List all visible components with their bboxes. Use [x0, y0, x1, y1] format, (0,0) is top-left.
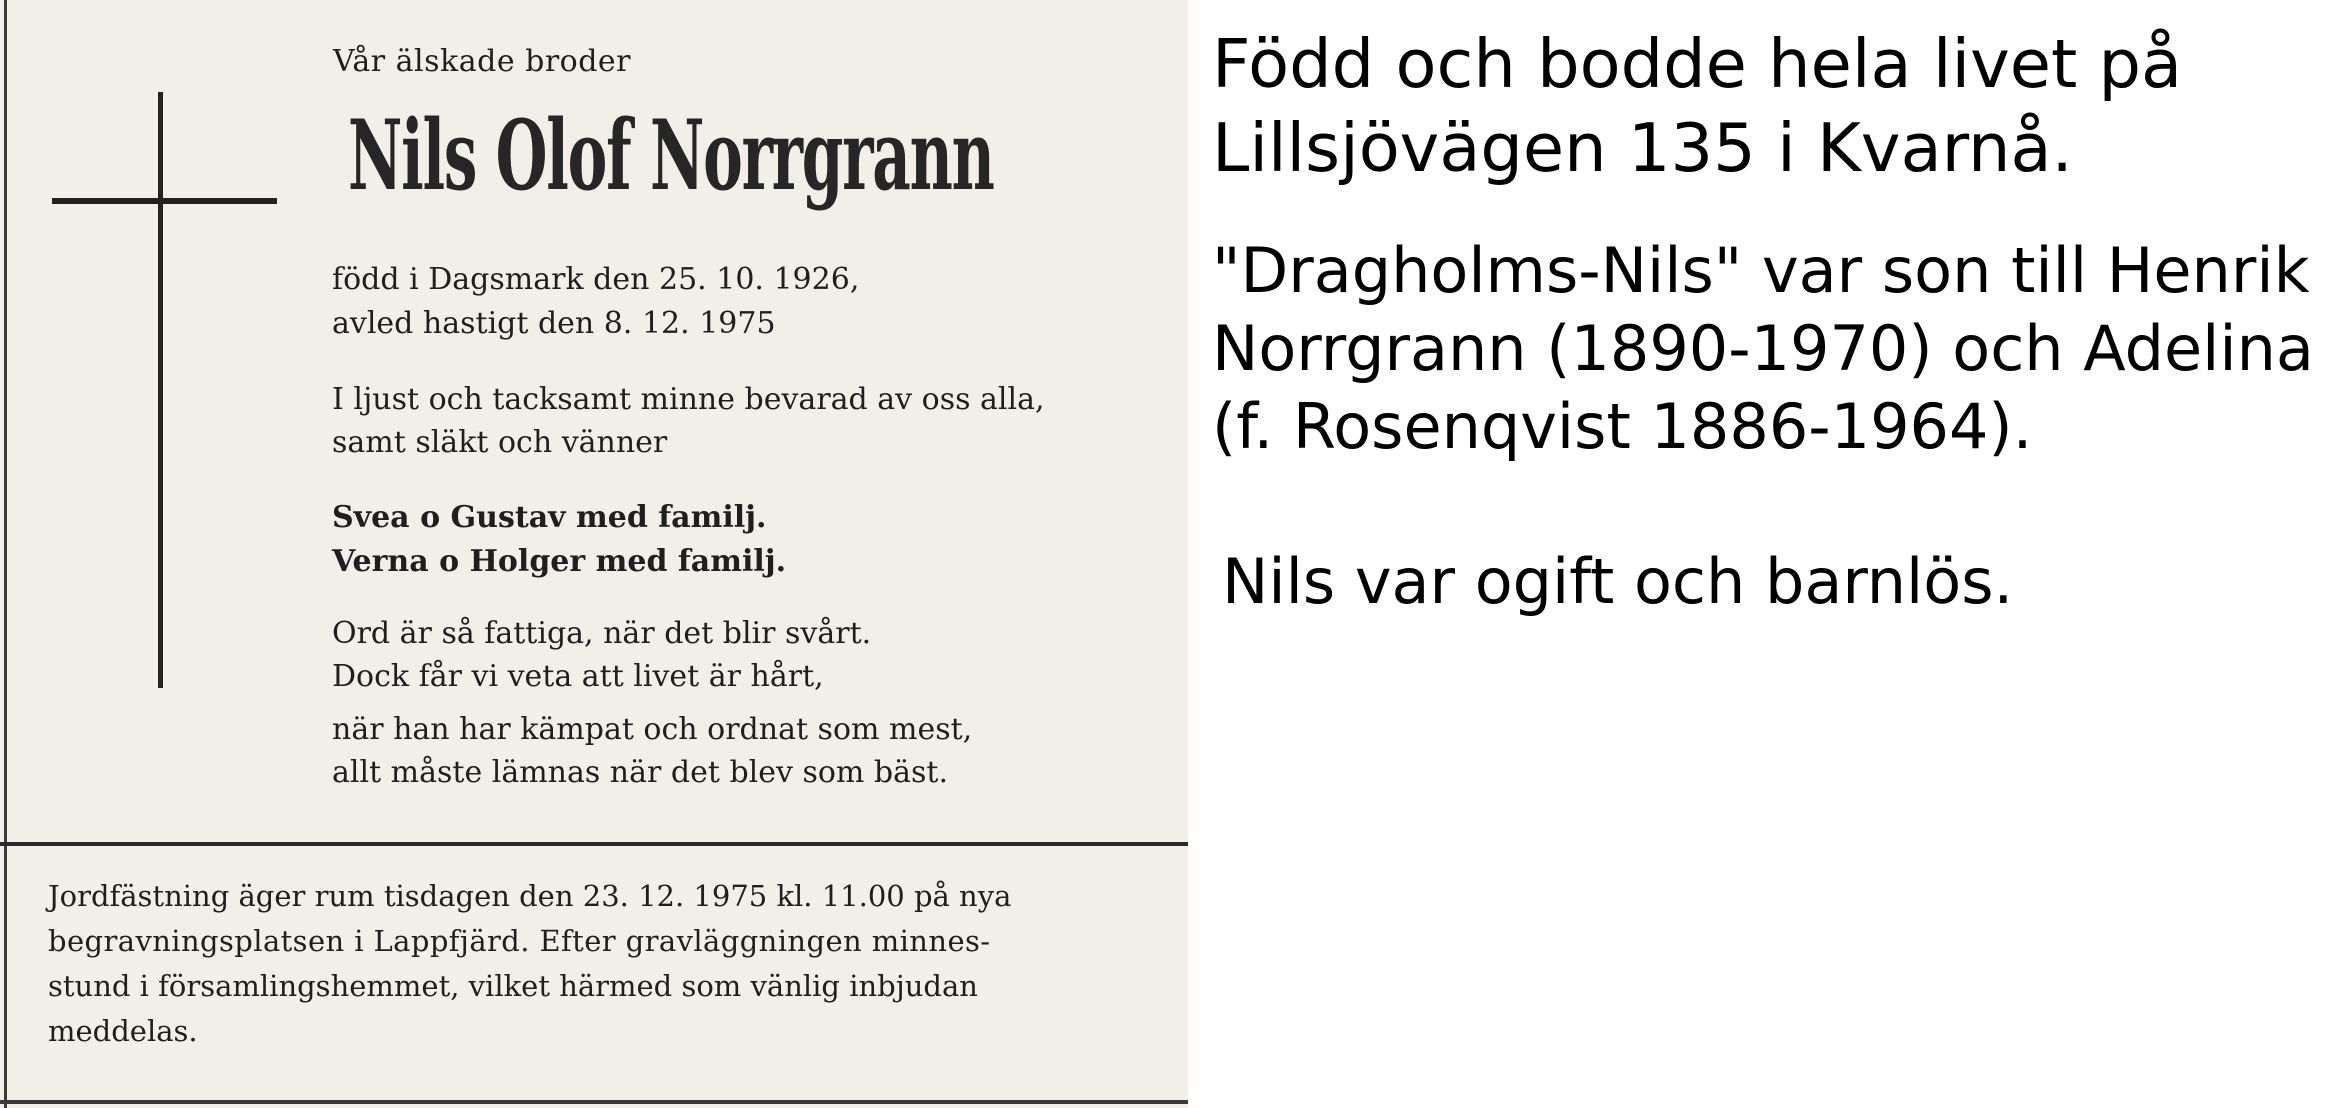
poem-line-2: Dock får vi veta att livet är hårt, [332, 659, 824, 694]
clipping-left-edge [4, 0, 7, 1108]
family-line-2: Verna o Holger med familj. [332, 544, 787, 579]
poem-line-3: när han har kämpat och ordnat som mest, [332, 712, 973, 747]
funeral-line-2: begravningsplatsen i Lappfjärd. Efter gravläggningen minnes- [48, 924, 991, 958]
deceased-name: Nils Olof Norrgrann [348, 99, 994, 212]
funeral-line-1: Jordfästning äger rum tisdagen den 23. 12. 1975 kl. 11.00 på nya [48, 879, 1012, 913]
death-line: avled hastigt den 8. 12. 1975 [332, 306, 776, 341]
annotation-residence-line-1: Född och bodde hela livet på [1212, 25, 2183, 103]
annotation-marital-status: Nils var ogift och barnlös. [1222, 545, 2014, 618]
annotation-parents-line-3: (f. Rosenqvist 1886-1964). [1212, 390, 2033, 463]
notice-intro: Vår älskade broder [333, 44, 632, 79]
section-divider [0, 842, 1188, 846]
clipping-bottom-edge [0, 1100, 1188, 1104]
annotation-parents-line-1: "Dragholms-Nils" var son till Henrik [1212, 234, 2310, 307]
funeral-announcement [48, 874, 1158, 1054]
funeral-line-3: stund i församlingshemmet, vilket härmed som vänlig inbjudan [48, 969, 978, 1003]
annotation-parents-line-2: Norrgrann (1890-1970) och Adelina [1212, 312, 2314, 385]
cross-horizontal-bar [52, 198, 277, 204]
annotation-parents [1212, 232, 2314, 466]
annotation-residence-line-2: Lillsjövägen 135 i Kvarnå. [1212, 109, 2073, 187]
memory-line-1: I ljust och tacksamt minne bevarad av oss alla, [332, 382, 1045, 417]
birth-line: född i Dagsmark den 25. 10. 1926, [332, 262, 860, 297]
cross-vertical-bar [158, 92, 163, 688]
annotation-residence [1212, 22, 2182, 190]
poem-line-4: allt måste lämnas när det blev som bäst. [332, 755, 948, 790]
funeral-line-4: meddelas. [48, 1014, 198, 1048]
poem-line-1: Ord är så fattiga, när det blir svårt. [332, 616, 872, 651]
family-line-1: Svea o Gustav med familj. [332, 500, 767, 535]
memory-line-2: samt släkt och vänner [332, 425, 668, 460]
